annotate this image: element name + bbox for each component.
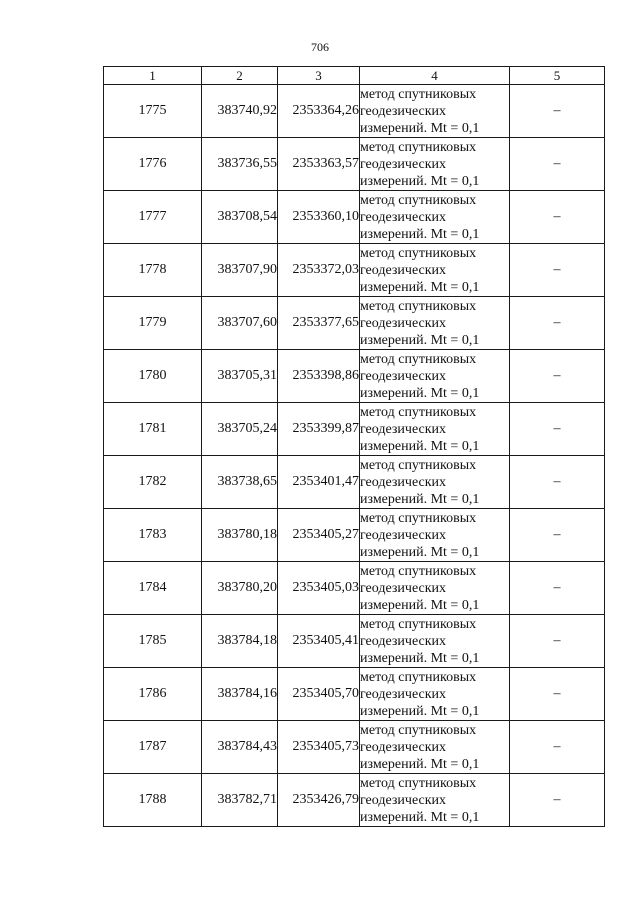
coordinates-table <box>103 66 605 827</box>
note-cell: – <box>510 615 605 668</box>
x-coordinate-cell: 383740,92 <box>202 85 278 138</box>
method-cell <box>360 668 510 721</box>
table-row <box>104 138 605 191</box>
y-coordinate-cell: 2353426,79 <box>278 774 360 827</box>
note-cell: – <box>510 509 605 562</box>
y-coordinate-cell: 2353405,41 <box>278 615 360 668</box>
y-coordinate-cell: 2353398,86 <box>278 350 360 403</box>
method-cell <box>360 244 510 297</box>
method-cell <box>360 562 510 615</box>
point-number-cell: 1783 <box>104 509 202 562</box>
method-cell <box>360 403 510 456</box>
method-line: измерений. Mt = 0,1 <box>360 597 480 613</box>
x-coordinate-cell: 383705,31 <box>202 350 278 403</box>
method-line: геодезических <box>360 527 447 543</box>
method-line: геодезических <box>360 686 447 702</box>
y-coordinate-cell: 2353363,57 <box>278 138 360 191</box>
table-row <box>104 615 605 668</box>
note-cell: – <box>510 774 605 827</box>
table-row <box>104 668 605 721</box>
column-header-5: 5 <box>510 67 605 85</box>
y-coordinate-cell: 2353377,65 <box>278 297 360 350</box>
note-cell: – <box>510 244 605 297</box>
y-coordinate-cell: 2353372,03 <box>278 244 360 297</box>
y-coordinate-cell: 2353405,73 <box>278 721 360 774</box>
table-row <box>104 350 605 403</box>
note-cell: – <box>510 138 605 191</box>
method-cell <box>360 350 510 403</box>
method-line: измерений. Mt = 0,1 <box>360 809 480 825</box>
x-coordinate-cell: 383784,18 <box>202 615 278 668</box>
method-cell <box>360 85 510 138</box>
method-cell <box>360 138 510 191</box>
point-number-cell: 1782 <box>104 456 202 509</box>
table-row <box>104 191 605 244</box>
method-line: метод спутниковых <box>360 351 477 367</box>
method-line: метод спутниковых <box>360 722 477 738</box>
x-coordinate-cell: 383705,24 <box>202 403 278 456</box>
note-cell: – <box>510 85 605 138</box>
y-coordinate-cell: 2353364,26 <box>278 85 360 138</box>
method-line: измерений. Mt = 0,1 <box>360 385 480 401</box>
point-number-cell: 1781 <box>104 403 202 456</box>
x-coordinate-cell: 383784,43 <box>202 721 278 774</box>
x-coordinate-cell: 383780,20 <box>202 562 278 615</box>
point-number-cell: 1777 <box>104 191 202 244</box>
table-row <box>104 403 605 456</box>
point-number-cell: 1779 <box>104 297 202 350</box>
method-cell <box>360 509 510 562</box>
method-cell <box>360 774 510 827</box>
method-line: метод спутниковых <box>360 616 477 632</box>
method-line: геодезических <box>360 368 447 384</box>
column-header-2: 2 <box>202 67 278 85</box>
method-line: измерений. Mt = 0,1 <box>360 438 480 454</box>
x-coordinate-cell: 383707,60 <box>202 297 278 350</box>
point-number-cell: 1776 <box>104 138 202 191</box>
table-row <box>104 562 605 615</box>
method-line: метод спутниковых <box>360 404 477 420</box>
y-coordinate-cell: 2353405,70 <box>278 668 360 721</box>
method-line: геодезических <box>360 315 447 331</box>
x-coordinate-cell: 383784,16 <box>202 668 278 721</box>
method-line: метод спутниковых <box>360 192 477 208</box>
y-coordinate-cell: 2353360,10 <box>278 191 360 244</box>
table-row <box>104 721 605 774</box>
method-line: геодезических <box>360 209 447 225</box>
table-row <box>104 509 605 562</box>
method-line: измерений. Mt = 0,1 <box>360 756 480 772</box>
x-coordinate-cell: 383782,71 <box>202 774 278 827</box>
x-coordinate-cell: 383738,65 <box>202 456 278 509</box>
method-line: геодезических <box>360 103 447 119</box>
method-line: измерений. Mt = 0,1 <box>360 120 480 136</box>
point-number-cell: 1778 <box>104 244 202 297</box>
note-cell: – <box>510 350 605 403</box>
table-row <box>104 297 605 350</box>
point-number-cell: 1788 <box>104 774 202 827</box>
point-number-cell: 1775 <box>104 85 202 138</box>
column-header-1: 1 <box>104 67 202 85</box>
method-line: геодезических <box>360 792 447 808</box>
point-number-cell: 1784 <box>104 562 202 615</box>
method-cell <box>360 456 510 509</box>
column-header-4: 4 <box>360 67 510 85</box>
method-line: измерений. Mt = 0,1 <box>360 650 480 666</box>
table-row <box>104 244 605 297</box>
y-coordinate-cell: 2353405,27 <box>278 509 360 562</box>
table-row <box>104 85 605 138</box>
table-header-row <box>104 67 605 85</box>
method-line: измерений. Mt = 0,1 <box>360 703 480 719</box>
method-line: измерений. Mt = 0,1 <box>360 332 480 348</box>
note-cell: – <box>510 191 605 244</box>
method-line: метод спутниковых <box>360 298 477 314</box>
method-line: метод спутниковых <box>360 510 477 526</box>
method-cell <box>360 191 510 244</box>
method-cell <box>360 297 510 350</box>
method-line: измерений. Mt = 0,1 <box>360 279 480 295</box>
method-line: метод спутниковых <box>360 139 477 155</box>
x-coordinate-cell: 383780,18 <box>202 509 278 562</box>
method-line: метод спутниковых <box>360 457 477 473</box>
column-header-3: 3 <box>278 67 360 85</box>
method-line: метод спутниковых <box>360 245 477 261</box>
method-line: геодезических <box>360 421 447 437</box>
method-line: геодезических <box>360 474 447 490</box>
note-cell: – <box>510 562 605 615</box>
method-line: метод спутниковых <box>360 669 477 685</box>
note-cell: – <box>510 456 605 509</box>
note-cell: – <box>510 403 605 456</box>
method-line: геодезических <box>360 633 447 649</box>
method-line: измерений. Mt = 0,1 <box>360 226 480 242</box>
point-number-cell: 1786 <box>104 668 202 721</box>
x-coordinate-cell: 383708,54 <box>202 191 278 244</box>
method-cell <box>360 615 510 668</box>
y-coordinate-cell: 2353401,47 <box>278 456 360 509</box>
table-body <box>104 85 605 827</box>
method-line: метод спутниковых <box>360 86 477 102</box>
page-number: 706 <box>311 40 329 54</box>
point-number-cell: 1780 <box>104 350 202 403</box>
x-coordinate-cell: 383707,90 <box>202 244 278 297</box>
table-row <box>104 456 605 509</box>
note-cell: – <box>510 668 605 721</box>
table-row <box>104 774 605 827</box>
method-line: измерений. Mt = 0,1 <box>360 491 480 507</box>
method-line: метод спутниковых <box>360 775 477 791</box>
method-line: геодезических <box>360 156 447 172</box>
note-cell: – <box>510 721 605 774</box>
method-line: метод спутниковых <box>360 563 477 579</box>
method-line: измерений. Mt = 0,1 <box>360 544 480 560</box>
method-cell <box>360 721 510 774</box>
method-line: геодезических <box>360 580 447 596</box>
method-line: геодезических <box>360 262 447 278</box>
x-coordinate-cell: 383736,55 <box>202 138 278 191</box>
y-coordinate-cell: 2353405,03 <box>278 562 360 615</box>
method-line: измерений. Mt = 0,1 <box>360 173 480 189</box>
method-line: геодезических <box>360 739 447 755</box>
y-coordinate-cell: 2353399,87 <box>278 403 360 456</box>
note-cell: – <box>510 297 605 350</box>
point-number-cell: 1787 <box>104 721 202 774</box>
point-number-cell: 1785 <box>104 615 202 668</box>
